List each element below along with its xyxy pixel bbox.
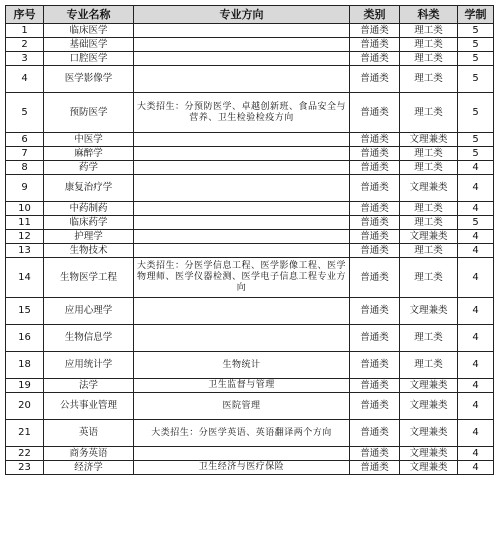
- major-name-cell: 临床医学: [44, 24, 134, 38]
- category-cell: 普通类: [350, 420, 400, 447]
- category-cell: 普通类: [350, 216, 400, 230]
- table-row: [6, 216, 494, 230]
- row-number-cell: 4: [6, 66, 44, 93]
- study-years-cell: 4: [458, 447, 494, 461]
- category-cell: 普通类: [350, 175, 400, 202]
- major-name-cell: 口腔医学: [44, 52, 134, 66]
- category-cell: 普通类: [350, 161, 400, 175]
- category-cell: 普通类: [350, 133, 400, 147]
- study-years-cell: 5: [458, 24, 494, 38]
- subject-type-cell: 理工类: [400, 258, 458, 298]
- subject-type-cell: 文理兼类: [400, 230, 458, 244]
- major-name-cell: 经济学: [44, 461, 134, 475]
- table-row: [6, 461, 494, 475]
- row-number-cell: 5: [6, 93, 44, 133]
- subject-type-cell: 文理兼类: [400, 393, 458, 420]
- table-row: [6, 258, 494, 298]
- row-number-cell: 14: [6, 258, 44, 298]
- subject-type-cell: 理工类: [400, 352, 458, 379]
- major-direction-cell: [134, 244, 350, 258]
- major-name-cell: 英语: [44, 420, 134, 447]
- table-row: [6, 161, 494, 175]
- header-name: 专业名称: [44, 6, 134, 24]
- row-number-cell: 20: [6, 393, 44, 420]
- major-direction-cell: 大类招生：分预防医学、卓越创新班、食品安全与营养、卫生检验检疫方向: [134, 93, 350, 133]
- study-years-cell: 4: [458, 298, 494, 325]
- majors-table: [5, 5, 494, 475]
- subject-type-cell: 文理兼类: [400, 133, 458, 147]
- major-direction-cell: [134, 298, 350, 325]
- row-number-cell: 8: [6, 161, 44, 175]
- study-years-cell: 5: [458, 133, 494, 147]
- header-category: 类别: [350, 6, 400, 24]
- subject-type-cell: 理工类: [400, 325, 458, 352]
- table-row: [6, 24, 494, 38]
- subject-type-cell: 文理兼类: [400, 420, 458, 447]
- major-name-cell: 麻醉学: [44, 147, 134, 161]
- category-cell: 普通类: [350, 393, 400, 420]
- study-years-cell: 5: [458, 93, 494, 133]
- table-row: [6, 447, 494, 461]
- major-direction-cell: [134, 447, 350, 461]
- category-cell: 普通类: [350, 352, 400, 379]
- table-row: [6, 202, 494, 216]
- subject-type-cell: 理工类: [400, 216, 458, 230]
- header-direction: 专业方向: [134, 6, 350, 24]
- major-direction-cell: [134, 230, 350, 244]
- category-cell: 普通类: [350, 93, 400, 133]
- row-number-cell: 19: [6, 379, 44, 393]
- header-no: 序号: [6, 6, 44, 24]
- study-years-cell: 4: [458, 325, 494, 352]
- major-direction-cell: [134, 38, 350, 52]
- row-number-cell: 21: [6, 420, 44, 447]
- subject-type-cell: 文理兼类: [400, 461, 458, 475]
- row-number-cell: 1: [6, 24, 44, 38]
- major-direction-cell: [134, 147, 350, 161]
- study-years-cell: 4: [458, 393, 494, 420]
- row-number-cell: 23: [6, 461, 44, 475]
- major-direction-cell: [134, 133, 350, 147]
- major-name-cell: 生物信息学: [44, 325, 134, 352]
- study-years-cell: 4: [458, 202, 494, 216]
- row-number-cell: 16: [6, 325, 44, 352]
- table-row: [6, 175, 494, 202]
- study-years-cell: 4: [458, 420, 494, 447]
- row-number-cell: 7: [6, 147, 44, 161]
- major-direction-cell: [134, 52, 350, 66]
- category-cell: 普通类: [350, 258, 400, 298]
- header-row: [6, 6, 494, 24]
- study-years-cell: 5: [458, 216, 494, 230]
- subject-type-cell: 理工类: [400, 161, 458, 175]
- major-direction-cell: [134, 161, 350, 175]
- subject-type-cell: 理工类: [400, 147, 458, 161]
- table-row: [6, 420, 494, 447]
- major-name-cell: 护理学: [44, 230, 134, 244]
- table-row: [6, 66, 494, 93]
- category-cell: 普通类: [350, 298, 400, 325]
- major-direction-cell: 大类招生：分医学信息工程、医学影像工程、医学物理师、医学仪器检测、医学电子信息工程专业方向: [134, 258, 350, 298]
- major-name-cell: 医学影像学: [44, 66, 134, 93]
- study-years-cell: 4: [458, 161, 494, 175]
- category-cell: 普通类: [350, 447, 400, 461]
- category-cell: 普通类: [350, 461, 400, 475]
- subject-type-cell: 理工类: [400, 244, 458, 258]
- row-number-cell: 13: [6, 244, 44, 258]
- study-years-cell: 4: [458, 352, 494, 379]
- major-direction-cell: [134, 66, 350, 93]
- table-row: [6, 133, 494, 147]
- subject-type-cell: 文理兼类: [400, 379, 458, 393]
- subject-type-cell: 理工类: [400, 202, 458, 216]
- table-row: [6, 52, 494, 66]
- row-number-cell: 9: [6, 175, 44, 202]
- major-name-cell: 基础医学: [44, 38, 134, 52]
- major-direction-cell: 医院管理: [134, 393, 350, 420]
- major-direction-cell: 卫生经济与医疗保险: [134, 461, 350, 475]
- row-number-cell: 12: [6, 230, 44, 244]
- major-name-cell: 生物技术: [44, 244, 134, 258]
- major-name-cell: 应用心理学: [44, 298, 134, 325]
- major-direction-cell: [134, 24, 350, 38]
- major-direction-cell: [134, 175, 350, 202]
- study-years-cell: 4: [458, 461, 494, 475]
- row-number-cell: 6: [6, 133, 44, 147]
- table-row: [6, 325, 494, 352]
- major-name-cell: 法学: [44, 379, 134, 393]
- major-direction-cell: 卫生监督与管理: [134, 379, 350, 393]
- header-subject: 科类: [400, 6, 458, 24]
- major-name-cell: 药学: [44, 161, 134, 175]
- subject-type-cell: 文理兼类: [400, 175, 458, 202]
- category-cell: 普通类: [350, 202, 400, 216]
- category-cell: 普通类: [350, 38, 400, 52]
- subject-type-cell: 文理兼类: [400, 298, 458, 325]
- major-name-cell: 生物医学工程: [44, 258, 134, 298]
- subject-type-cell: 理工类: [400, 38, 458, 52]
- table-row: [6, 298, 494, 325]
- row-number-cell: 2: [6, 38, 44, 52]
- major-direction-cell: 生物统计: [134, 352, 350, 379]
- category-cell: 普通类: [350, 244, 400, 258]
- study-years-cell: 5: [458, 38, 494, 52]
- table-row: [6, 352, 494, 379]
- major-name-cell: 中药制药: [44, 202, 134, 216]
- major-name-cell: 预防医学: [44, 93, 134, 133]
- header-years: 学制: [458, 6, 494, 24]
- table-row: [6, 38, 494, 52]
- row-number-cell: 18: [6, 352, 44, 379]
- study-years-cell: 5: [458, 52, 494, 66]
- subject-type-cell: 理工类: [400, 52, 458, 66]
- subject-type-cell: 文理兼类: [400, 447, 458, 461]
- row-number-cell: 3: [6, 52, 44, 66]
- table-row: [6, 147, 494, 161]
- subject-type-cell: 理工类: [400, 66, 458, 93]
- subject-type-cell: 理工类: [400, 93, 458, 133]
- table-row: [6, 244, 494, 258]
- major-direction-cell: [134, 202, 350, 216]
- table-row: [6, 230, 494, 244]
- row-number-cell: 22: [6, 447, 44, 461]
- major-direction-cell: [134, 216, 350, 230]
- subject-type-cell: 理工类: [400, 24, 458, 38]
- study-years-cell: 5: [458, 66, 494, 93]
- major-name-cell: 公共事业管理: [44, 393, 134, 420]
- study-years-cell: 4: [458, 244, 494, 258]
- major-name-cell: 康复治疗学: [44, 175, 134, 202]
- table-row: [6, 393, 494, 420]
- major-direction-cell: 大类招生：分医学英语、英语翻译两个方向: [134, 420, 350, 447]
- row-number-cell: 11: [6, 216, 44, 230]
- category-cell: 普通类: [350, 325, 400, 352]
- category-cell: 普通类: [350, 52, 400, 66]
- major-name-cell: 临床药学: [44, 216, 134, 230]
- study-years-cell: 4: [458, 175, 494, 202]
- study-years-cell: 5: [458, 147, 494, 161]
- table-row: [6, 93, 494, 133]
- row-number-cell: 15: [6, 298, 44, 325]
- table-row: [6, 379, 494, 393]
- category-cell: 普通类: [350, 379, 400, 393]
- category-cell: 普通类: [350, 147, 400, 161]
- major-direction-cell: [134, 325, 350, 352]
- category-cell: 普通类: [350, 24, 400, 38]
- row-number-cell: 10: [6, 202, 44, 216]
- category-cell: 普通类: [350, 230, 400, 244]
- study-years-cell: 4: [458, 258, 494, 298]
- study-years-cell: 4: [458, 230, 494, 244]
- major-name-cell: 中医学: [44, 133, 134, 147]
- study-years-cell: 4: [458, 379, 494, 393]
- category-cell: 普通类: [350, 66, 400, 93]
- major-name-cell: 应用统计学: [44, 352, 134, 379]
- major-name-cell: 商务英语: [44, 447, 134, 461]
